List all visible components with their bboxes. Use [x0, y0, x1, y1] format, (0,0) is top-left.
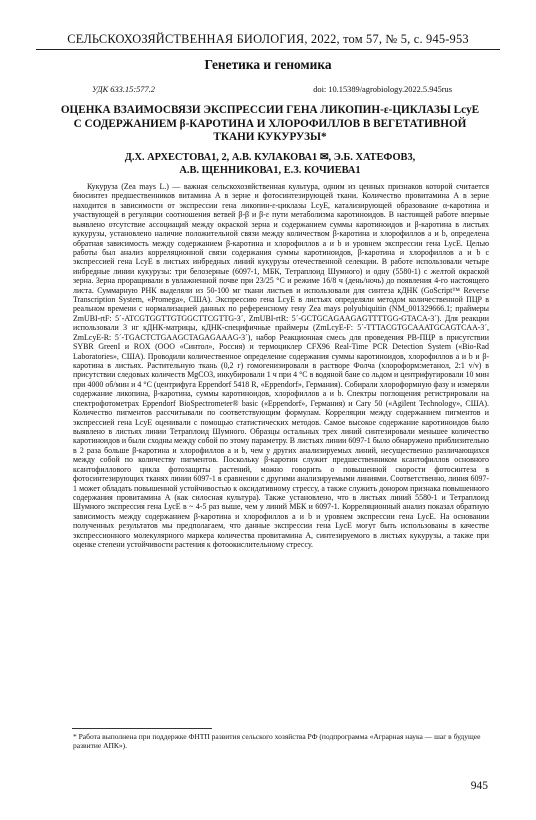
abstract — [73, 182, 489, 549]
abstract-text: Кукуруза (Zea mays L.) — важная сельскохозяйственная культура, одним из ценных признаков которой считается биосинтез предшественников витамина А в зерне и фотосинтезирующей ткани. Количество провитамина А в зерне находится в зависимости от экспрессии гена ликопин-ε-циклазы LcyE, катализирующей образование α-каротина и участвующей в регуляции соотношения ветвей β-β и β-ε пути метаболизма каротиноидов. В настоящей работе впервые выявлено отсутствие ассоциаций между окраской зерна и содержанием суммы каротиноидов и β-каротина в листьях кукурузы, установлено наличие положительной связи между количеством β-каротина и хлорофиллов a и b, определена обратная зависимость между содержанием β-каротина и хлорофиллов a и b и уровнем экспрессии гена LycE. Целью работы был анализ корреляционной связи содержания суммы каротиноидов, β-каротина и хлорофиллов a и b с экспрессией гена LcyE в листьях инбредных линий кукурузы отечественной селекции. В работе использовали четыре инбредные линии кукурузы: три белозерные (6097-1, МБК, Тетраплоид Шумного) и одну (5580-1) с желтой окраской зерна. Зерна проращивали в увлажненной почве при 23/25 °C и режиме 16/8 ч (день/ночь) до появления 4-го настоящего листа. Суммарную РНК выделяли из 50-100 мг ткани листьев и использовали для синтеза кДНК (GoScript™ Reverse Transcription System, «Promega», США). Экспрессию гена LcyE в листьях определяли методом количественной ПЦР в реальном времени с нормализацией данных по референсному гену Zea mays polyubiquitin (NM_001329666.1; праймеры ZmUBI-rtF: 5´-ATCGTGGTTGTGGCTTCGTTG-3´, ZmUBI-rtR: 5´-GCTGCAGAAGAGTTTTGG-GTACA-3´). Для реакции использовали 3 нг кДНК-матрицы, кДНК-специфичные праймеры (ZmLcyE-F: 5´-TTTACGTGCAAATGCAGTCAA-3´, ZmLcyE-R: 5´-TGACTCTGAAGCTAGAGAAAG-3´), набор Реакционная смесь для проведения РВ-ПЦР в присутствии SYBR GreenI и ROX (ООО «Синтол», Россия) и термоциклер CFX96 Real-Time PCR Detection System («Bio-Rad Laboratories», США). Проводили количественное определение содержания суммы каротиноидов, хлорофиллов a и b и β-каротина в листьях. Растительную ткань (0,2 г) гомогенизировали в растворе Фолча (хлороформ:метанол, 2:1 v/v) в присутствии следовых количеств MgCO3, инкубировали 1 ч при 4 °C в водяной бане со льдом и центрифугировали 10 мин при 4000 об/мин и 4 °C (центрифуга Eppendorf 5418 R, «Eppendorf», Германия). Собирали хлороформную фазу и измеряли содержание ликопина, β-каротина, суммы каротиноидов, хлорофиллов a и b. Спектры поглощения регистрировали на спектрофотометрах Eppendorf BioSpectrometer® basic («Eppendorf», Германия) и Cary 50 («Agilent Technology», США). Количество пигментов рассчитывали по соответствующим формулам. Корреляции между содержанием пигментов и экспрессией гена LcyE оценивали с помощью статистических методов. Самое высокое содержание каротиноидов было выявлено в листьях линии Тетраплоид Шумного. Образцы остальных трех линий синтезировали меньшее количество каротиноидов и были сходны между собой по этому параметру. В листьях линии 6097-1 было обнаружено приблизительно в 2 раза больше β-каротина и хлорофиллов a и b, чем у других анализируемых линий, несущественно различающихся между собой по количеству пигментов. Поскольку β-каротин служит предшественником ксантофиллов основного ксантофиллового цикла фотозащиты растений, можно говорить о повышенной скорости фотосинтеза в фотосинтезирующих тканях линии 6097-1 в сравнении с другими анализируемыми линиями. Соответственно, линия 6097-1 может обладать повышенной устойчивостью к оксидативному стрессу, а также служить донором признака повышенного содержания провитамина А (как силосная культура). Также установлено, что в листьях линий 5580-1 и Тетраплоид Шумного экспрессия гена LycE в ~ 4-5 раз выше, чем у линий МБК и 6097-1. Корреляционный анализ показал обратную зависимость между содержанием β-каротина и хлорофиллов a и b и уровнем экспрессии гена LycE. На основании полученных результатов мы предполагаем, что данные экспрессии гена LycE могут быть использованы в качестве экспрессионного молекулярного маркера количества провитамина А, синтезируемого в листьях кукурузы, а также при оценке степени устойчивости растения к фотоокислительному стрессу. — [73, 182, 489, 550]
doi-link[interactable]: doi: 10.15389/agrobiology.2022.5.945rus — [313, 85, 452, 94]
page-number: 945 — [470, 780, 488, 792]
funding-footnote: * Работа выполнена при поддержке ФНТП развития сельского хозяйства РФ (подпрограмма «Аграрная наука — шаг в будущее развитие АПК»). — [73, 732, 481, 751]
section-title: Генетика и геномика — [204, 57, 332, 72]
authors-line-1: Д.Х. АРХЕСТОВА1, 2, А.В. КУЛАКОВА1 ✉, Э.Б. ХАТЕФОВ3, — [124, 152, 416, 163]
author-list — [60, 152, 480, 177]
journal-header: СЕЛЬСКОХОЗЯЙСТВЕННАЯ БИОЛОГИЯ, 2022, том 57, № 5, с. 945-953 — [67, 32, 469, 46]
footnote-divider — [72, 728, 212, 729]
article-title: ОЦЕНКА ВЗАИМОСВЯЗИ ЭКСПРЕССИИ ГЕНА ЛИКОПИН-ε-ЦИКЛАЗЫ LcyE С СОДЕРЖАНИЕМ β-КАРОТИНА И ХЛОРОФИЛЛОВ В ВЕГЕТАТИВНОЙ ТКАНИ КУКУРУЗЫ* — [60, 104, 480, 144]
authors-line-2: А.В. ЩЕННИКОВА1, Е.З. КОЧИЕВА1 — [179, 164, 361, 176]
header-divider — [36, 49, 500, 50]
udc-code: УДК 633.15:577.2 — [92, 85, 155, 94]
